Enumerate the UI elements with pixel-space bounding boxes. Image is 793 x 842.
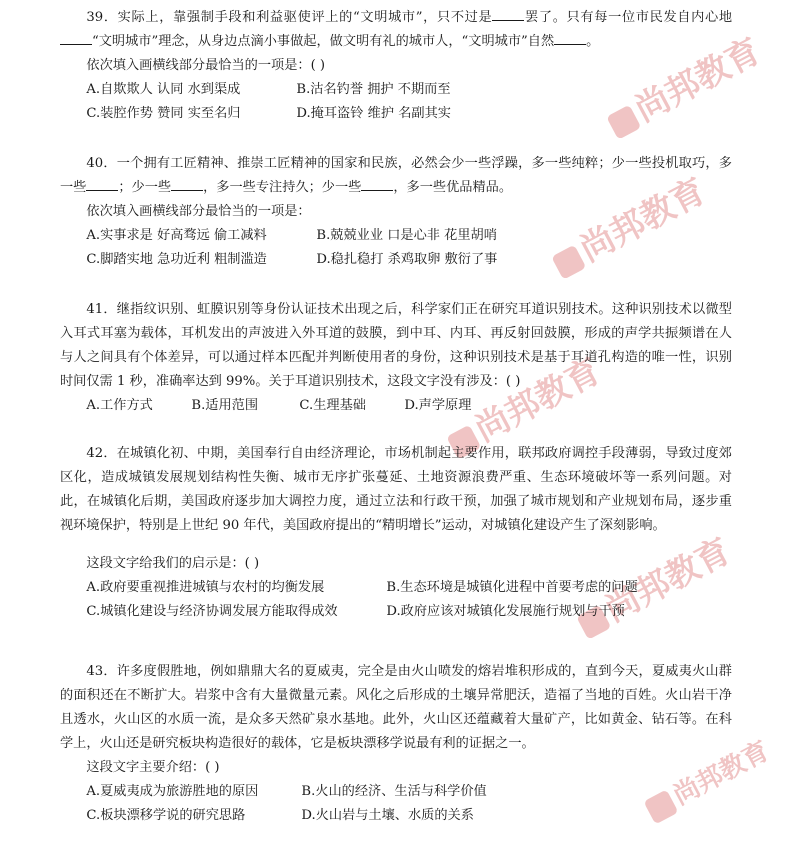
question-41 [60, 298, 732, 418]
answer-blank [86, 176, 118, 191]
answer-blank [361, 176, 393, 191]
watermark: 尚邦教育 [568, 524, 738, 645]
option-b: B.沽名钓誉 拥护 不期而至 [296, 82, 451, 97]
option-d: D.声学原理 [404, 398, 472, 413]
answer-blank [492, 6, 524, 21]
question-stem: 43．许多度假胜地，例如鼎鼎大名的夏威夷，完全是由火山喷发的熔岩堆积形成的，直到今天，夏威夷火山群的面积还在不断扩大。岩浆中含有大量微量元素。风化之后形成的土壤异常肥沃，造福了当地的百姓。火山岩干净且透水，火山区的水质一流，是众多天然矿泉水基地。此外，火山区还蕴藏着大量矿产，比如黄金、钻石等。在科学上，火山还是研究板块构造很好的载体，它是板块漂移学说最有利的证据之一。 [60, 664, 732, 751]
question-prompt: 这段文字主要介绍：( ) [86, 760, 220, 775]
watermark: 尚邦教育 [598, 24, 768, 145]
answer-blank [171, 176, 203, 191]
question-stem: 39．实际上，靠强制手段和利益驱使评上的“文明城市”，只不过是 罢了。只有每一位市民发自内心地“文明城市”理念，从身边点滴小事做起，做文明有礼的城市人，“文明城市”自然 。 [60, 6, 732, 54]
question-prompt: 依次填入画横线部分最恰当的一项是：( ) [86, 58, 326, 73]
option-b: B.火山的经济、生活与科学价值 [301, 784, 487, 799]
question-prompt: 这段文字给我们的启示是：( ) [86, 556, 260, 571]
option-a: A.政府要重视推进城镇与农村的均衡发展 [86, 580, 325, 595]
option-b: B.适用范围 [191, 398, 259, 413]
watermark: 尚邦教育 [543, 164, 713, 285]
options [60, 576, 732, 624]
options [60, 78, 732, 126]
option-d: D.掩耳盗铃 维护 名副其实 [296, 106, 451, 121]
question-39 [60, 6, 732, 126]
option-c: C.城镇化建设与经济协调发展方能取得成效 [86, 604, 338, 619]
watermark: 尚邦教育 [438, 344, 608, 465]
option-a: A.自欺欺人 认同 水到渠成 [86, 82, 241, 97]
options [60, 224, 732, 272]
option-a: A.工作方式 [86, 398, 153, 413]
option-b: B.兢兢业业 口是心非 花里胡哨 [316, 228, 497, 243]
question-stem: 41．继指纹识别、虹膜识别等身份认证技术出现之后，科学家们正在研究耳道识别技术。这种识别技术以微型入耳式耳塞为载体，耳机发出的声波进入外耳道的鼓膜，到中耳、内耳、再反射回鼓膜，形成的声学共振频谱在人与人之间具有个体差异，可以通过样本匹配并判断使用者的身份，这种识别技术是基于耳道孔构造的唯一性，识别时间仅需 1 秒，准确率达到 99%。关于耳道识别技术，这段文字没有涉及：( ) [60, 302, 732, 389]
option-c: C.生理基础 [299, 398, 366, 413]
question-stem: 42．在城镇化初、中期，美国奉行自由经济理论，市场机制起主要作用，联邦政府调控手段薄弱，导致过度郊区化，造成城镇发展规划结构性失衡、城市无序扩张蔓延、土地资源浪费严重、生态环境破坏等一系列问题。对此，在城镇化后期，美国政府逐步加大调控力度，通过立法和行政干预，加强了城市规划和产业规划布局，逐步重视环境保护，特别是上世纪 90 年代，美国政府提出的“精明增长”运动，对城镇化建设产生了深刻影响。 [60, 446, 732, 533]
watermark: 尚邦教育 [639, 731, 775, 827]
question-43 [60, 660, 732, 828]
option-d: D.火山岩与土壤、水质的关系 [301, 808, 474, 823]
options [60, 780, 732, 828]
option-c: C.板块漂移学说的研究思路 [86, 808, 246, 823]
option-c: C.装腔作势 赞同 实至名归 [86, 106, 241, 121]
option-a: A.夏威夷成为旅游胜地的原因 [86, 784, 259, 799]
question-40 [60, 152, 732, 272]
question-stem: 40．一个拥有工匠精神、推崇工匠精神的国家和民族，必然会少一些浮躁，多一些纯粹；少一些投机取巧，多一些 ；少一些 ，多一些专注持久；少一些 ，多一些优品精品。 [60, 156, 732, 195]
question-prompt: 依次填入画横线部分最恰当的一项是： [86, 204, 311, 219]
option-d: D.稳扎稳打 杀鸡取卵 敷衍了事 [316, 252, 498, 267]
options [60, 394, 732, 418]
option-c: C.脚踏实地 急功近利 粗制滥造 [86, 252, 267, 267]
option-d: D.政府应该对城镇化发展施行规划与干预 [386, 604, 625, 619]
answer-blank [60, 30, 92, 45]
question-42 [60, 442, 732, 624]
option-a: A.实事求是 好高骛远 偷工减料 [86, 228, 267, 243]
option-b: B.生态环境是城镇化进程中首要考虑的问题 [386, 580, 638, 595]
answer-blank [554, 30, 586, 45]
